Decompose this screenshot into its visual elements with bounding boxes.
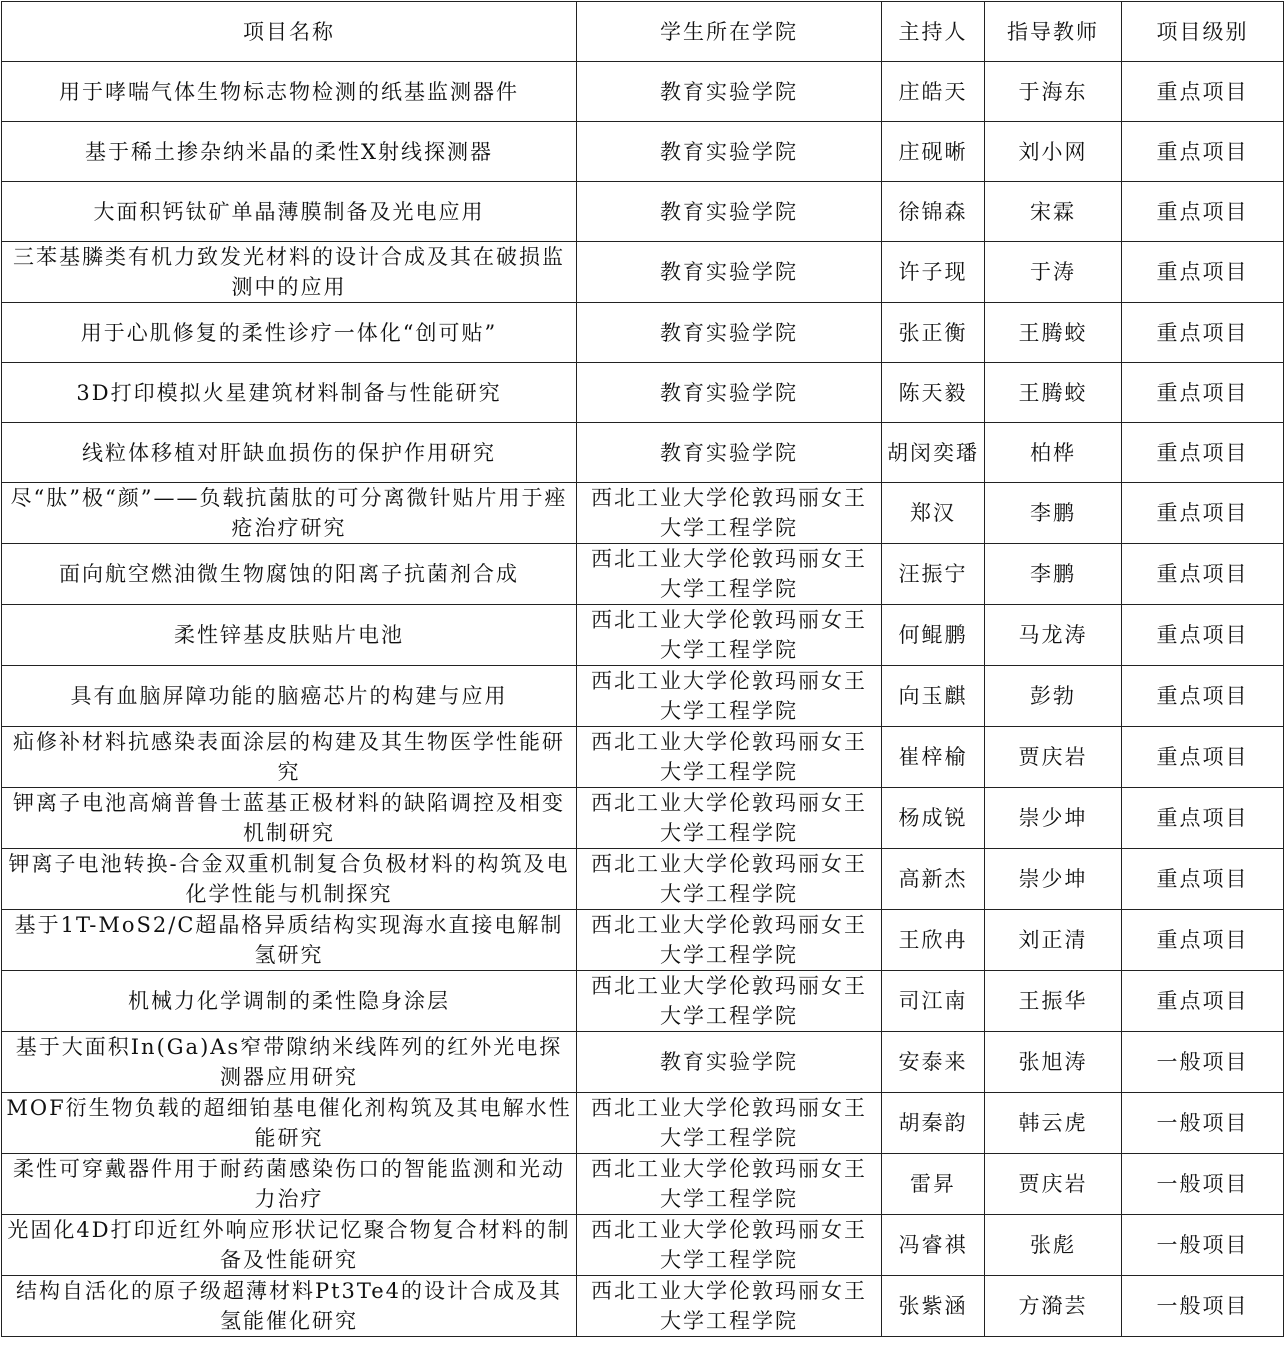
- project-name-cell: 尽“肽”极“颜”——负载抗菌肽的可分离微针贴片用于痤疮治疗研究: [2, 483, 577, 544]
- leader-cell: 庄砚晰: [882, 122, 985, 182]
- leader-cell: 张正衡: [882, 303, 985, 363]
- level-cell: 重点项目: [1122, 303, 1284, 363]
- college-cell: 西北工业大学伦敦玛丽女王大学工程学院: [577, 1154, 882, 1215]
- header-advisor: 指导教师: [985, 2, 1122, 62]
- advisor-cell: 韩云虎: [985, 1093, 1122, 1154]
- level-cell: 重点项目: [1122, 242, 1284, 303]
- project-name-cell: 钾离子电池转换-合金双重机制复合负极材料的构筑及电化学性能与机制探究: [2, 849, 577, 910]
- college-cell: 西北工业大学伦敦玛丽女王大学工程学院: [577, 788, 882, 849]
- college-cell: 西北工业大学伦敦玛丽女王大学工程学院: [577, 483, 882, 544]
- advisor-cell: 王腾蛟: [985, 303, 1122, 363]
- level-cell: 重点项目: [1122, 666, 1284, 727]
- advisor-cell: 于海东: [985, 62, 1122, 122]
- header-college: 学生所在学院: [577, 2, 882, 62]
- level-cell: 重点项目: [1122, 62, 1284, 122]
- project-name-cell: 基于大面积In(Ga)As窄带隙纳米线阵列的红外光电探测器应用研究: [2, 1032, 577, 1093]
- advisor-cell: 贾庆岩: [985, 727, 1122, 788]
- table-row: [2, 605, 1284, 666]
- leader-cell: 许子现: [882, 242, 985, 303]
- table-row: [2, 303, 1284, 363]
- leader-cell: 安泰来: [882, 1032, 985, 1093]
- level-cell: 重点项目: [1122, 910, 1284, 971]
- project-name-cell: 疝修补材料抗感染表面涂层的构建及其生物医学性能研究: [2, 727, 577, 788]
- leader-cell: 徐锦森: [882, 182, 985, 242]
- table-row: [2, 182, 1284, 242]
- header-leader: 主持人: [882, 2, 985, 62]
- level-cell: 重点项目: [1122, 605, 1284, 666]
- college-cell: 西北工业大学伦敦玛丽女王大学工程学院: [577, 666, 882, 727]
- leader-cell: 庄皓天: [882, 62, 985, 122]
- table-row: [2, 666, 1284, 727]
- leader-cell: 郑汉: [882, 483, 985, 544]
- level-cell: 一般项目: [1122, 1093, 1284, 1154]
- level-cell: 重点项目: [1122, 727, 1284, 788]
- college-cell: 西北工业大学伦敦玛丽女王大学工程学院: [577, 727, 882, 788]
- project-name-cell: 结构自活化的原子级超薄材料Pt3Te4的设计合成及其氢能催化研究: [2, 1276, 577, 1337]
- college-cell: 西北工业大学伦敦玛丽女王大学工程学院: [577, 1276, 882, 1337]
- leader-cell: 何鲲鹏: [882, 605, 985, 666]
- college-cell: 西北工业大学伦敦玛丽女王大学工程学院: [577, 1093, 882, 1154]
- advisor-cell: 柏桦: [985, 423, 1122, 483]
- college-cell: 教育实验学院: [577, 303, 882, 363]
- advisor-cell: 刘小网: [985, 122, 1122, 182]
- level-cell: 重点项目: [1122, 122, 1284, 182]
- header-project-name: 项目名称: [2, 2, 577, 62]
- advisor-cell: 彭勃: [985, 666, 1122, 727]
- level-cell: 重点项目: [1122, 849, 1284, 910]
- advisor-cell: 张彪: [985, 1215, 1122, 1276]
- college-cell: 教育实验学院: [577, 62, 882, 122]
- table-row: [2, 910, 1284, 971]
- college-cell: 西北工业大学伦敦玛丽女王大学工程学院: [577, 544, 882, 605]
- advisor-cell: 崇少坤: [985, 788, 1122, 849]
- table-row: [2, 423, 1284, 483]
- table-row: [2, 242, 1284, 303]
- level-cell: 重点项目: [1122, 182, 1284, 242]
- table-row: [2, 1032, 1284, 1093]
- project-name-cell: 3D打印模拟火星建筑材料制备与性能研究: [2, 363, 577, 423]
- advisor-cell: 张旭涛: [985, 1032, 1122, 1093]
- leader-cell: 王欣冉: [882, 910, 985, 971]
- advisor-cell: 王振华: [985, 971, 1122, 1032]
- project-name-cell: 三苯基膦类有机力致发光材料的设计合成及其在破损监测中的应用: [2, 242, 577, 303]
- project-name-cell: 柔性可穿戴器件用于耐药菌感染伤口的智能监测和光动力治疗: [2, 1154, 577, 1215]
- leader-cell: 汪振宁: [882, 544, 985, 605]
- leader-cell: 胡闵奕璠: [882, 423, 985, 483]
- table-row: [2, 62, 1284, 122]
- project-name-cell: 面向航空燃油微生物腐蚀的阳离子抗菌剂合成: [2, 544, 577, 605]
- table-row: [2, 122, 1284, 182]
- table-row: [2, 483, 1284, 544]
- college-cell: 教育实验学院: [577, 242, 882, 303]
- college-cell: 西北工业大学伦敦玛丽女王大学工程学院: [577, 971, 882, 1032]
- level-cell: 一般项目: [1122, 1154, 1284, 1215]
- project-name-cell: 柔性锌基皮肤贴片电池: [2, 605, 577, 666]
- table-row: [2, 1276, 1284, 1337]
- table-row: [2, 1093, 1284, 1154]
- project-name-cell: 大面积钙钛矿单晶薄膜制备及光电应用: [2, 182, 577, 242]
- table-row: [2, 1154, 1284, 1215]
- project-name-cell: 基于稀土掺杂纳米晶的柔性X射线探测器: [2, 122, 577, 182]
- college-cell: 教育实验学院: [577, 363, 882, 423]
- advisor-cell: 王腾蛟: [985, 363, 1122, 423]
- project-name-cell: 具有血脑屏障功能的脑癌芯片的构建与应用: [2, 666, 577, 727]
- table-row: [2, 1215, 1284, 1276]
- level-cell: 重点项目: [1122, 788, 1284, 849]
- college-cell: 教育实验学院: [577, 182, 882, 242]
- leader-cell: 冯睿祺: [882, 1215, 985, 1276]
- college-cell: 西北工业大学伦敦玛丽女王大学工程学院: [577, 1215, 882, 1276]
- advisor-cell: 李鹏: [985, 544, 1122, 605]
- level-cell: 重点项目: [1122, 483, 1284, 544]
- table-row: [2, 363, 1284, 423]
- college-cell: 教育实验学院: [577, 1032, 882, 1093]
- project-name-cell: 钾离子电池高熵普鲁士蓝基正极材料的缺陷调控及相变机制研究: [2, 788, 577, 849]
- level-cell: 一般项目: [1122, 1276, 1284, 1337]
- table-body: [2, 2, 1284, 1337]
- advisor-cell: 李鹏: [985, 483, 1122, 544]
- college-cell: 教育实验学院: [577, 423, 882, 483]
- advisor-cell: 宋霖: [985, 182, 1122, 242]
- project-name-cell: 光固化4D打印近红外响应形状记忆聚合物复合材料的制备及性能研究: [2, 1215, 577, 1276]
- header-level: 项目级别: [1122, 2, 1284, 62]
- project-name-cell: 用于心肌修复的柔性诊疗一体化“创可贴”: [2, 303, 577, 363]
- level-cell: 重点项目: [1122, 544, 1284, 605]
- project-table: [1, 1, 1284, 1337]
- leader-cell: 杨成锐: [882, 788, 985, 849]
- advisor-cell: 方漪芸: [985, 1276, 1122, 1337]
- college-cell: 西北工业大学伦敦玛丽女王大学工程学院: [577, 849, 882, 910]
- table-row: [2, 971, 1284, 1032]
- table-header-row: [2, 2, 1284, 62]
- project-name-cell: 线粒体移植对肝缺血损伤的保护作用研究: [2, 423, 577, 483]
- leader-cell: 崔梓榆: [882, 727, 985, 788]
- advisor-cell: 崇少坤: [985, 849, 1122, 910]
- level-cell: 重点项目: [1122, 363, 1284, 423]
- leader-cell: 向玉麒: [882, 666, 985, 727]
- leader-cell: 司江南: [882, 971, 985, 1032]
- leader-cell: 张紫涵: [882, 1276, 985, 1337]
- project-name-cell: 机械力化学调制的柔性隐身涂层: [2, 971, 577, 1032]
- advisor-cell: 马龙涛: [985, 605, 1122, 666]
- level-cell: 重点项目: [1122, 971, 1284, 1032]
- leader-cell: 高新杰: [882, 849, 985, 910]
- leader-cell: 胡秦韵: [882, 1093, 985, 1154]
- level-cell: 一般项目: [1122, 1215, 1284, 1276]
- advisor-cell: 于涛: [985, 242, 1122, 303]
- level-cell: 一般项目: [1122, 1032, 1284, 1093]
- project-name-cell: 用于哮喘气体生物标志物检测的纸基监测器件: [2, 62, 577, 122]
- project-name-cell: 基于1T-MoS2/C超晶格异质结构实现海水直接电解制氢研究: [2, 910, 577, 971]
- project-name-cell: MOF衍生物负载的超细铂基电催化剂构筑及其电解水性能研究: [2, 1093, 577, 1154]
- table-row: [2, 849, 1284, 910]
- level-cell: 重点项目: [1122, 423, 1284, 483]
- leader-cell: 陈天毅: [882, 363, 985, 423]
- college-cell: 西北工业大学伦敦玛丽女王大学工程学院: [577, 605, 882, 666]
- table-row: [2, 544, 1284, 605]
- leader-cell: 雷昇: [882, 1154, 985, 1215]
- table-row: [2, 727, 1284, 788]
- advisor-cell: 贾庆岩: [985, 1154, 1122, 1215]
- advisor-cell: 刘正清: [985, 910, 1122, 971]
- college-cell: 教育实验学院: [577, 122, 882, 182]
- table-row: [2, 788, 1284, 849]
- college-cell: 西北工业大学伦敦玛丽女王大学工程学院: [577, 910, 882, 971]
